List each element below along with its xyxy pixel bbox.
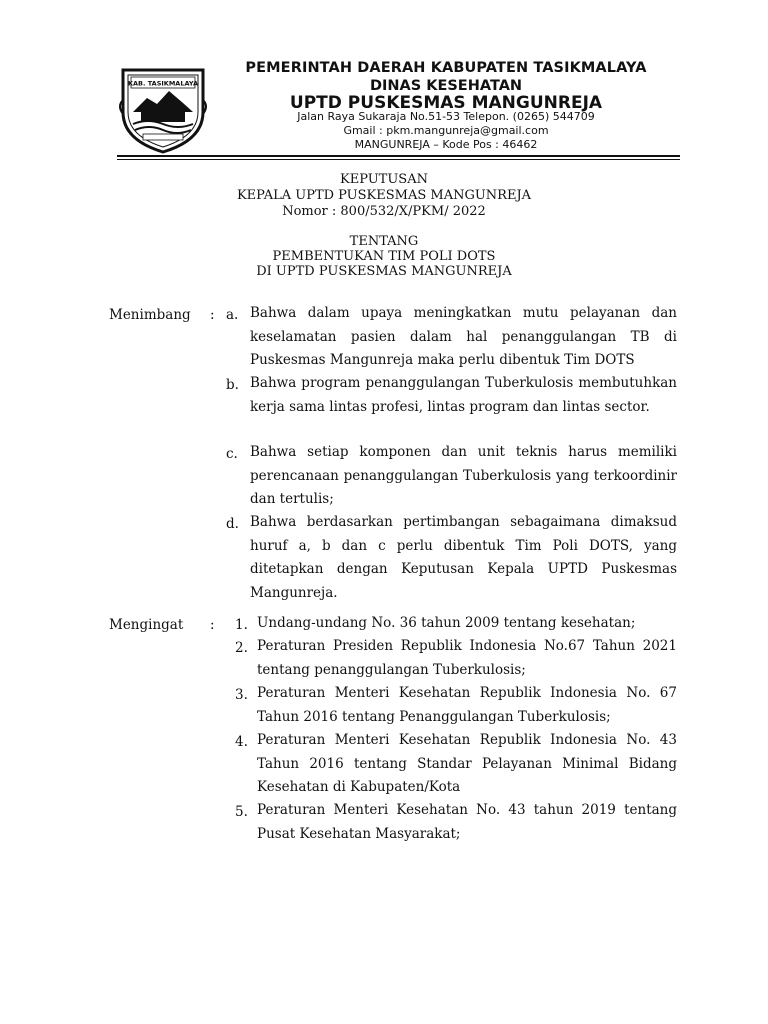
letterhead-email: Gmail : pkm.mangunreja@gmail.com — [343, 124, 549, 137]
menimbang-item-c-text: Bahwa setiap komponen dan unit teknis harus memiliki perencanaan penanggulangan Tuberkulosis yang terkoordinir dan tertulis; — [250, 444, 677, 507]
decree-issuer: KEPALA UPTD PUSKESMAS MANGUNREJA — [236, 188, 532, 203]
letterhead-government: PEMERINTAH DAERAH KABUPATEN TASIKMALAYA — [245, 60, 647, 76]
menimbang-label: Menimbang — [109, 307, 191, 323]
mengingat-item-5-text: Peraturan Menteri Kesehatan No. 43 tahun 2019 tentang Pusat Kesehatan Masyarakat; — [257, 802, 677, 842]
mengingat-label: Mengingat — [109, 617, 184, 633]
letterhead-divider — [117, 155, 680, 157]
mengingat-item-2-text: Peraturan Presiden Republik Indonesia No.67 Tahun 2021 tentang penanggulangan Tuberkulosis; — [257, 638, 677, 678]
menimbang-item-a-marker: a. — [226, 307, 239, 323]
menimbang-item-d-marker: d. — [226, 516, 239, 532]
letterhead-institution: UPTD PUSKESMAS MANGUNREJA — [289, 93, 603, 113]
mengingat-item-4-marker: 4. — [235, 734, 248, 750]
mengingat-item-2-marker: 2. — [235, 640, 248, 656]
menimbang-item-d-text: Bahwa berdasarkan pertimbangan sebagaimana dimaksud huruf a, b dan c perlu dibentuk Tim Poli DOTS, yang ditetapkan dengan Keputusan Kepala UPTD Puskesmas Mangunreja. — [250, 514, 677, 601]
menimbang-item-b-marker: b. — [226, 377, 239, 393]
decree-type: KEPUTUSAN — [340, 172, 428, 187]
mengingat-item-1-text: Undang-undang No. 36 tahun 2009 tentang kesehatan; — [257, 615, 636, 631]
letterhead-address: Jalan Raya Sukaraja No.51-53 Telepon. (0265) 544709 — [297, 110, 595, 123]
decree-subject-line2: DI UPTD PUSKESMAS MANGUNREJA — [256, 264, 512, 279]
letterhead-department: DINAS KESEHATAN — [369, 78, 523, 94]
letterhead-divider-thin — [117, 159, 680, 160]
decree-subject-line1: PEMBENTUKAN TIM POLI DOTS — [272, 249, 496, 264]
mengingat-item-1-marker: 1. — [235, 617, 248, 633]
decree-about-label: TENTANG — [349, 234, 419, 249]
letterhead-postal: MANGUNREJA – Kode Pos : 46462 — [354, 138, 538, 151]
menimbang-item-c-marker: c. — [226, 446, 238, 462]
mengingat-item-3-text: Peraturan Menteri Kesehatan Republik Indonesia No. 67 Tahun 2016 tentang Penanggulangan Tuberkulosis; — [257, 685, 677, 725]
menimbang-colon: : — [210, 307, 215, 323]
menimbang-item-a-text: Bahwa dalam upaya meningkatkan mutu pelayanan dan keselamatan pasien dalam hal penanggulangan TB di Puskesmas Mangunreja maka perlu dibentuk Tim DOTS — [250, 305, 677, 368]
svg-text:KAB. TASIKMALAYA: KAB. TASIKMALAYA — [127, 79, 199, 88]
mengingat-item-4-text: Peraturan Menteri Kesehatan Republik Indonesia No. 43 Tahun 2016 tentang Standar Pelayanan Minimal Bidang Kesehatan di Kabupaten/Kota — [257, 732, 677, 795]
menimbang-item-b-text: Bahwa program penanggulangan Tuberkulosis membutuhkan kerja sama lintas profesi, lintas program dan lintas sector. — [250, 375, 677, 415]
decree-number: Nomor : 800/532/X/PKM/ 2022 — [282, 204, 486, 219]
mengingat-item-3-marker: 3. — [235, 687, 248, 703]
regency-emblem-logo — [117, 60, 209, 156]
mengingat-colon: : — [210, 617, 215, 633]
mengingat-item-5-marker: 5. — [235, 804, 248, 820]
